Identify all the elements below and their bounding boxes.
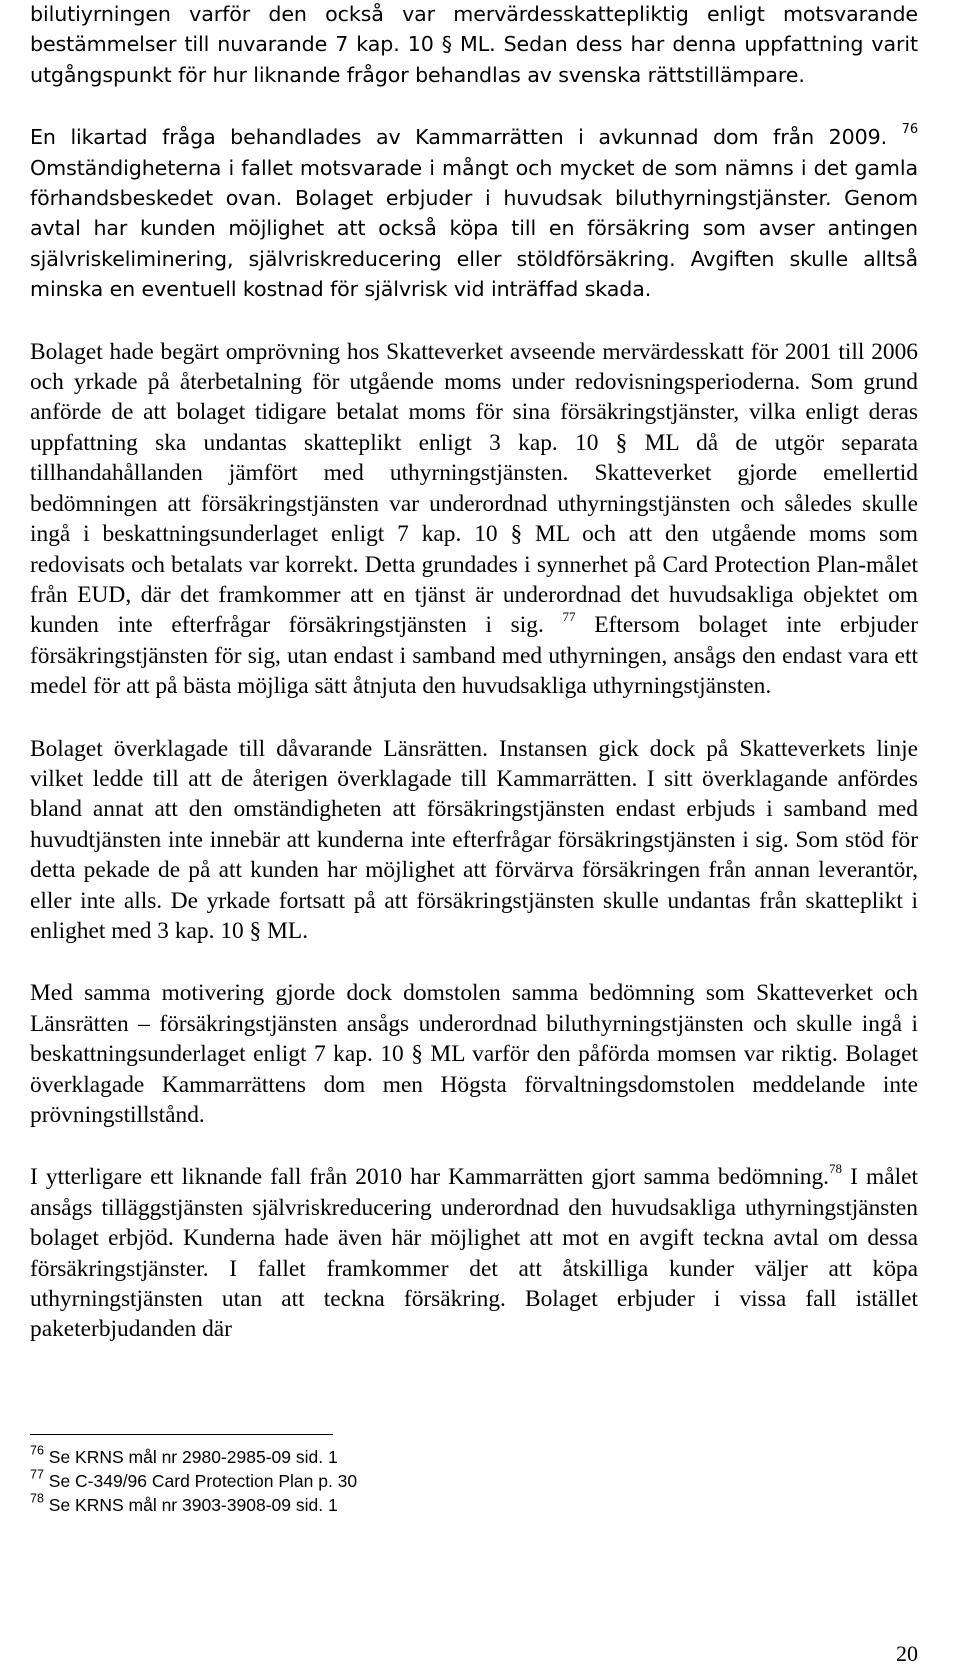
footnote-text: Se C-349/96 Card Protection Plan p. 30	[43, 1471, 358, 1491]
footnote-ref-76: 76	[901, 122, 918, 138]
footnote-76	[30, 1443, 338, 1468]
footnote-number: 76	[30, 1443, 44, 1458]
paragraph-text: Omständigheterna i fallet motsvarade i mångt och mycket de som nämns i det gamla förhandsbeskedet ovan. Bolaget erbjuder i huvudsak biluthyrningstjänster. Genom avtal har kunden möjlighet att också köpa till en försäkring som avser antingen självriskeliminering, självriskreducering eller stöldförsäkring. Avgiften skulle alltså minska en eventuell kostnad för självrisk vid inträffad skada.	[30, 155, 918, 302]
footnote-number: 77	[30, 1467, 44, 1482]
paragraph-omprovning	[30, 337, 918, 702]
footnote-78	[30, 1491, 338, 1516]
paragraph-case-2009	[30, 122, 918, 304]
paragraph-overklagande: Bolaget överklagade till dåvarande Länsrätten. Instansen gick dock på Skatteverkets linje vilket ledde till att de återigen överklagade till Kammarrätten. I sitt överklagande anfördes bland annat att den omständigheten att försäkringstjänsten endast erbjuds i samband med huvudtjänsten inte innebär att kunderna inte efterfrågar försäkringstjänsten i sig. Som stöd för detta pekade de på att kunden har möjlighet att förvärva försäkringen från annan leverantör, eller inte alls. De yrkade fortsatt på att försäkringstjänsten skulle undantas från skatteplikt i enlighet med 3 kap. 10 § ML.	[30, 735, 918, 944]
footnote-text: Se KRNS mål nr 3903-3908-09 sid. 1	[43, 1495, 338, 1515]
paragraph-text: Bolaget hade begärt omprövning hos Skatteverket avseende mervärdesskatt för 2001 till 2006 och yrkade på återbetalning för utgående moms under redovisningsperioderna. Som grund anförde de att bolaget tidigare betalat moms för sina försäkringstjänster, vilka enligt deras uppfattning ska undantas skatteplikt enligt 3 kap. 10 § ML då de utgör separata tillhandahållanden jämfört med uthyrningstjänsten. Skatteverket gjorde emellertid bedömningen att försäkringstjänsten var underordnad uthyrningstjänsten och således skulle ingå i beskattningsunderlaget enligt 7 kap. 10 § ML och att den utgående moms som redovisats och betalats var korrekt. Detta grundades i synnerhet på Card Protection Plan-målet från EUD, där det framkommer att en tjänst är underordnad det huvudsakliga objektet om kunden inte efterfrågar försäkringstjänsten i sig.	[30, 338, 918, 639]
paragraph-text: I ytterligare ett liknande fall från 2010 har Kammarrätten gjort samma bedömning.	[30, 1164, 830, 1191]
page-body	[30, 0, 918, 1345]
footnote-text: Se KRNS mål nr 2980-2985-09 sid. 1	[43, 1447, 338, 1467]
page-number: 20	[896, 1641, 918, 1666]
footnote-ref-78: 78	[829, 1161, 843, 1177]
paragraph-text: I målet ansågs tilläggstjänsten självriskreducering underordnad den huvudsakliga uthyrningstjänsten bolaget erbjöd. Kunderna hade även här möjlighet att mot en avgift teckna avtal om dessa försäkringstjänster. I fallet framkommer det att åtskilliga kunder väljer att köpa uthyrningstjänsten utan att teckna försäkring. Bolaget erbjuder i vissa fall istället paketerbjudanden där	[30, 1164, 918, 1343]
paragraph-text: Eftersom bolaget inte erbjuder försäkringstjänsten för sig, utan endast i samband med uthyrningen, ansågs den endast vara ett medel för att på bästa möjliga sätt åtnjuta den huvudsakliga uthyrningstjänsten.	[30, 612, 918, 700]
paragraph-intro: bilutiyrningen varför den också var mervärdesskattepliktig enligt motsvarande bestämmelser till nuvarande 7 kap. 10 § ML. Sedan dess har denna uppfattning varit utgångspunkt för hur liknande frågor behandlas av svenska rättstillämpare.	[30, 2, 918, 87]
footnote-divider	[30, 1434, 333, 1435]
footnote-ref-77: 77	[562, 609, 576, 625]
footnote-77	[30, 1467, 358, 1492]
footnote-number: 78	[30, 1491, 44, 1506]
paragraph-text: En likartad fråga behandlades av Kammarrätten i avkunnad dom från 2009.	[30, 125, 888, 150]
paragraph-domstolen: Med samma motivering gjorde dock domstolen samma bedömning som Skatteverket och Länsrätten – försäkringstjänsten ansågs underordnad biluthyrningstjänsten och skulle ingå i beskattningsunderlaget enligt 7 kap. 10 § ML varför den påförda momsen var riktig. Bolaget överklagade Kammarrättens dom men Högsta förvaltningsdomstolen meddelande inte prövningstillstånd.	[30, 980, 918, 1128]
paragraph-case-2010	[30, 1162, 918, 1344]
